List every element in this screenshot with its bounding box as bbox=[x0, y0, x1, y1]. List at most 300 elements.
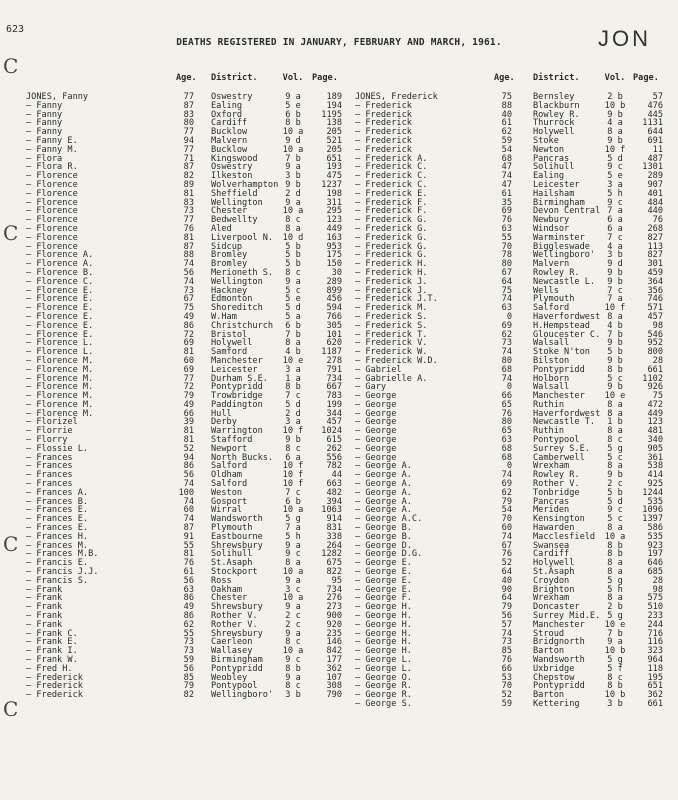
entry-name: — Florence L. bbox=[26, 338, 94, 349]
entry-vol: 10 e bbox=[604, 619, 626, 630]
entry-district: Newcastle T. bbox=[533, 417, 596, 428]
entry-vol: 10 e bbox=[604, 391, 626, 402]
entry-district: Rother V. bbox=[533, 479, 580, 490]
entry-district: Barton bbox=[533, 690, 565, 701]
entry-name: — Florence bbox=[26, 223, 78, 234]
entry-page: 651 bbox=[326, 153, 342, 164]
entry-age: 71 bbox=[183, 153, 194, 164]
entry-name: — George H. bbox=[355, 646, 412, 657]
entry-district: Bedwellty bbox=[211, 215, 258, 226]
entry-name: — George H. bbox=[355, 619, 412, 630]
entry-age: 52 bbox=[183, 443, 194, 454]
entry-district: Samford bbox=[211, 347, 248, 358]
entry-vol: 10 f bbox=[282, 470, 304, 481]
entry-district: Bristol bbox=[211, 329, 248, 340]
entry-district: Biggleswade bbox=[533, 241, 590, 252]
entry-page: 356 bbox=[647, 285, 663, 296]
entry-district: Wellington bbox=[211, 276, 263, 287]
entry-vol: 10 f bbox=[282, 479, 304, 490]
entry-vol: 9 a bbox=[285, 92, 301, 102]
entry-age: 87 bbox=[183, 162, 194, 173]
entry-vol: 3 a bbox=[285, 417, 301, 428]
entry-age: 62 bbox=[183, 619, 194, 630]
entry-name: — Frank bbox=[26, 611, 63, 622]
header-page: Page. bbox=[633, 73, 659, 83]
entry-vol: 5 d bbox=[285, 399, 301, 410]
entry-age: 77 bbox=[183, 215, 194, 226]
entry-age: 73 bbox=[183, 646, 194, 657]
entry-district: Leicester bbox=[211, 364, 258, 375]
entry-name: — Flora bbox=[26, 153, 63, 164]
entry-vol: 2 b bbox=[607, 92, 623, 102]
punch-hole-mark: C bbox=[3, 221, 19, 245]
entry-age: 83 bbox=[183, 197, 194, 208]
entry-age: 55 bbox=[501, 232, 512, 243]
entry-age: 68 bbox=[501, 153, 512, 164]
entry-vol: 9 b bbox=[607, 135, 623, 146]
entry-age: 62 bbox=[501, 329, 512, 340]
entry-page: 457 bbox=[647, 311, 663, 322]
entry-page: 790 bbox=[326, 690, 342, 701]
entry-age: 35 bbox=[501, 197, 512, 208]
entry-age: 56 bbox=[183, 575, 194, 586]
entry-name: — George A.C. bbox=[355, 514, 423, 525]
entry-age: 81 bbox=[183, 426, 194, 437]
entry-name: — Frances B. bbox=[26, 496, 89, 507]
entry-district: Hull bbox=[211, 408, 232, 419]
entry-age: 63 bbox=[501, 303, 512, 314]
entry-district: Ealing bbox=[533, 171, 565, 182]
entry-district: Croydon bbox=[533, 575, 570, 586]
entry-page: 472 bbox=[647, 399, 663, 410]
entry-district: Birmingham bbox=[211, 655, 263, 665]
punch-hole-mark: C bbox=[3, 697, 19, 721]
entry-age: 81 bbox=[183, 435, 194, 446]
entry-district: Hawarden bbox=[533, 523, 575, 534]
entry-page: 30 bbox=[331, 267, 342, 278]
entry-page: 289 bbox=[647, 171, 663, 182]
entry-district: Chester bbox=[211, 593, 248, 604]
entry-vol: 4 b bbox=[285, 347, 301, 358]
entry-name: — Florizel bbox=[26, 417, 78, 428]
entry-name: — Frances E. bbox=[26, 505, 89, 516]
entry-district: Manchester bbox=[533, 391, 585, 402]
entry-age: 74 bbox=[501, 347, 512, 358]
entry-age: 74 bbox=[501, 531, 512, 542]
entry-district: Stafford bbox=[211, 435, 253, 446]
entry-name: — Frederick S. bbox=[355, 320, 428, 331]
entry-age: 78 bbox=[501, 250, 512, 261]
entry-district: Durham S.E. bbox=[211, 373, 268, 384]
entry-page: 1244 bbox=[642, 487, 663, 498]
entry-page: 476 bbox=[647, 100, 663, 111]
entry-age: 69 bbox=[183, 364, 194, 375]
entry-name: — Frederick bbox=[26, 672, 83, 683]
entry-page: 661 bbox=[647, 698, 663, 709]
entry-page: 646 bbox=[647, 558, 663, 569]
entry-page: 907 bbox=[647, 179, 663, 190]
entry-name: — George S. bbox=[355, 698, 412, 709]
entry-vol: 7 b bbox=[285, 329, 301, 340]
entry-age: 82 bbox=[183, 171, 194, 182]
entry-name: — Florry bbox=[26, 435, 68, 446]
entry-age: 54 bbox=[501, 505, 512, 516]
entry-page: 276 bbox=[326, 593, 342, 604]
entry-vol: 5 h bbox=[607, 188, 623, 199]
entry-age: 77 bbox=[183, 127, 194, 138]
entry-age: 77 bbox=[183, 373, 194, 384]
entry-name: — Florence bbox=[26, 206, 78, 217]
entry-page: 457 bbox=[326, 417, 342, 428]
entry-age: 91 bbox=[183, 531, 194, 542]
entry-vol: 2 d bbox=[285, 188, 301, 199]
entry-age: 85 bbox=[183, 672, 194, 683]
entry-name: — Florence M. bbox=[26, 399, 94, 410]
entry-district: Stroud bbox=[533, 628, 565, 639]
entry-name: — Frank bbox=[26, 619, 63, 630]
entry-name: — Florence A. bbox=[26, 250, 94, 261]
entry-name: — Frank bbox=[26, 584, 63, 595]
entry-name: — George L. bbox=[355, 663, 412, 674]
entry-page: 1397 bbox=[642, 514, 663, 525]
entry-vol: 6 a bbox=[607, 215, 623, 226]
entry-age: 61 bbox=[501, 188, 512, 199]
entry-age: 47 bbox=[501, 162, 512, 173]
entry-district: Ruthin bbox=[533, 399, 565, 410]
entry-name: — Frederick H. bbox=[355, 267, 428, 278]
entry-name: — Florence B. bbox=[26, 267, 94, 278]
entry-district: North Bucks. bbox=[211, 452, 274, 463]
entry-district: Salford bbox=[533, 303, 570, 314]
page-number: 623 bbox=[6, 24, 25, 35]
entry-district: Wirral bbox=[211, 505, 243, 516]
entry-age: 76 bbox=[501, 549, 512, 560]
entry-vol: 5 d bbox=[285, 303, 301, 314]
entry-name: — George bbox=[355, 452, 397, 463]
entry-age: 100 bbox=[178, 487, 194, 498]
entry-name: JONES, Frederick bbox=[355, 92, 438, 102]
entry-page: 1102 bbox=[642, 373, 663, 384]
entry-district: Kingswood bbox=[211, 153, 258, 164]
entry-name: — George E. bbox=[355, 575, 412, 586]
entry-vol: 5 b bbox=[285, 250, 301, 261]
entry-page: 538 bbox=[647, 461, 663, 472]
entry-vol: 10 f bbox=[604, 144, 626, 155]
entry-name: — George F. bbox=[355, 593, 412, 604]
entry-district: Hackney bbox=[211, 285, 248, 296]
entry-vol: 7 c bbox=[607, 232, 623, 243]
entry-age: 69 bbox=[501, 320, 512, 331]
entry-name: — Florence L. bbox=[26, 347, 94, 358]
entry-district: Shrewsbury bbox=[211, 628, 263, 639]
entry-age: 86 bbox=[183, 461, 194, 472]
entry-vol: 8 a bbox=[607, 558, 623, 569]
entry-vol: 5 g bbox=[285, 514, 301, 525]
entry-vol: 9 b bbox=[607, 338, 623, 349]
entry-vol: 10 a bbox=[282, 505, 304, 516]
entry-vol: 9 b bbox=[607, 355, 623, 366]
entry-age: 83 bbox=[183, 109, 194, 120]
entry-name: — Francis S. bbox=[26, 575, 89, 586]
entry-district: Paddington bbox=[211, 399, 263, 410]
entry-page: 1195 bbox=[321, 109, 342, 120]
entry-district: Wells bbox=[533, 285, 559, 296]
entry-page: 556 bbox=[326, 452, 342, 463]
entry-name: — Florence E. bbox=[26, 303, 94, 314]
column-headers bbox=[26, 74, 344, 85]
entry-vol: 10 a bbox=[282, 127, 304, 138]
entry-district: Weston bbox=[211, 487, 243, 498]
entry-name: — George D.G. bbox=[355, 549, 423, 560]
entry-name: — George bbox=[355, 435, 397, 446]
entry-age: 63 bbox=[183, 584, 194, 595]
entry-vol: 9 c bbox=[607, 197, 623, 208]
entry-age: 54 bbox=[501, 144, 512, 155]
entry-district: Wallasey bbox=[211, 646, 253, 657]
entry-name: — George A. bbox=[355, 487, 412, 498]
entry-page: 484 bbox=[647, 197, 663, 208]
entry-age: 79 bbox=[501, 602, 512, 613]
entry-name: — Frederick A. bbox=[355, 153, 428, 164]
entry-vol: 8 c bbox=[607, 672, 623, 683]
entry-vol: 8 a bbox=[607, 311, 623, 322]
entry-age: 49 bbox=[183, 399, 194, 410]
entry-name: — Frederick J.T. bbox=[355, 294, 438, 305]
entry-vol: 10 a bbox=[282, 593, 304, 604]
entry-name: — Florence E. bbox=[26, 320, 94, 331]
entry-district: Salford bbox=[211, 461, 248, 472]
entry-district: Salford bbox=[211, 479, 248, 490]
entry-name: — Fanny bbox=[26, 118, 63, 129]
entry-page: 146 bbox=[326, 637, 342, 648]
entry-name: — Flora R. bbox=[26, 162, 78, 173]
entry-vol: 8 a bbox=[607, 593, 623, 604]
entry-name: — Frederick G. bbox=[355, 241, 428, 252]
entry-name: — Florence bbox=[26, 179, 78, 190]
entry-age: 81 bbox=[183, 347, 194, 358]
entry-name: — George B. bbox=[355, 523, 412, 534]
entry-name: — Frederick C. bbox=[355, 179, 428, 190]
entry-age: 49 bbox=[183, 311, 194, 322]
entry-page: 571 bbox=[647, 303, 663, 314]
entry-district: Pancras bbox=[533, 153, 570, 164]
entry-district: H.Hempstead bbox=[533, 320, 590, 331]
entry-page: 364 bbox=[647, 276, 663, 287]
entry-age: 65 bbox=[501, 399, 512, 410]
entry-vol: 7 b bbox=[285, 153, 301, 164]
entry-age: 80 bbox=[501, 259, 512, 270]
entry-vol: 5 g bbox=[607, 443, 623, 454]
entry-age: 74 bbox=[501, 628, 512, 639]
entry-district: Chester bbox=[211, 206, 248, 217]
entry-age: 66 bbox=[501, 391, 512, 402]
entry-age: 66 bbox=[183, 408, 194, 419]
entry-page: 952 bbox=[647, 338, 663, 349]
entry-name: — Frederick C. bbox=[355, 162, 428, 173]
entry-name: — Frederick bbox=[26, 690, 83, 701]
entry-age: 73 bbox=[183, 285, 194, 296]
entry-name: — Frederick S. bbox=[355, 311, 428, 322]
entry-age: 77 bbox=[183, 144, 194, 155]
entry-page: 301 bbox=[647, 259, 663, 270]
entry-name: — Frederick F. bbox=[355, 206, 428, 217]
entry-page: 746 bbox=[647, 294, 663, 305]
entry-vol: 9 a bbox=[285, 575, 301, 586]
entry-name: — Frederick J. bbox=[355, 285, 428, 296]
entry-district: Malvern bbox=[533, 259, 570, 270]
entry-vol: 8 b bbox=[607, 540, 623, 551]
entry-vol: 3 c bbox=[285, 584, 301, 595]
entry-district: Sidcup bbox=[211, 241, 243, 252]
entry-age: 80 bbox=[501, 417, 512, 428]
entry-vol: 10 a bbox=[282, 144, 304, 155]
entry-page: 278 bbox=[326, 355, 342, 366]
entry-vol: 6 b bbox=[285, 496, 301, 507]
entry-vol: 6 a bbox=[285, 452, 301, 463]
entry-vol: 9 a bbox=[285, 602, 301, 613]
entry-page: 791 bbox=[326, 364, 342, 375]
entry-page: 193 bbox=[326, 162, 342, 173]
entry-age: 79 bbox=[183, 391, 194, 402]
entry-name: — Florence M. bbox=[26, 408, 94, 419]
header-district: District. bbox=[211, 73, 258, 83]
entry-name: — Frederick W.D. bbox=[355, 355, 438, 366]
entry-vol: 8 c bbox=[607, 435, 623, 446]
entry-district: Wellington bbox=[211, 197, 263, 208]
entry-page: 905 bbox=[647, 443, 663, 454]
entry-age: 52 bbox=[501, 558, 512, 569]
entry-age: 56 bbox=[183, 663, 194, 674]
entry-district: Camberwell bbox=[533, 452, 585, 463]
entry-age: 86 bbox=[183, 320, 194, 331]
entry-page: 289 bbox=[326, 276, 342, 287]
entry-district: Wrexham bbox=[533, 461, 570, 472]
header-district: District. bbox=[533, 73, 580, 83]
entry-name: — Florence bbox=[26, 188, 78, 199]
entry-name: — Frances M.B. bbox=[26, 549, 99, 560]
entry-page: 449 bbox=[647, 408, 663, 419]
entry-name: — George A. bbox=[355, 479, 412, 490]
entry-name: — Florence bbox=[26, 215, 78, 226]
entry-name: — Frederick bbox=[355, 109, 412, 120]
entry-name: — Frederick F. bbox=[355, 197, 428, 208]
entry-name: — Florence bbox=[26, 232, 78, 243]
entry-district: Pontypool bbox=[533, 435, 580, 446]
entry-age: 0 bbox=[506, 461, 512, 472]
entry-page: 1131 bbox=[642, 118, 663, 129]
entry-vol: 10 a bbox=[282, 646, 304, 657]
entry-page: 920 bbox=[326, 619, 342, 630]
entry-age: 74 bbox=[183, 259, 194, 270]
entry-name: — Gary bbox=[355, 382, 387, 393]
entry-page: 445 bbox=[647, 109, 663, 120]
entry-page: 914 bbox=[326, 514, 342, 525]
entry-name: — George H. bbox=[355, 637, 412, 648]
entry-district: Bernsley bbox=[533, 92, 575, 102]
entry-district: Cardiff bbox=[211, 118, 248, 129]
entry-district: Pontypridd bbox=[211, 663, 263, 674]
entry-name: — Francis J.J. bbox=[26, 567, 99, 578]
entry-district: Surrey S.E. bbox=[533, 443, 590, 454]
entry-vol: 10 b bbox=[604, 690, 626, 701]
entry-page: 535 bbox=[647, 531, 663, 542]
entry-age: 74 bbox=[501, 294, 512, 305]
entry-page: 1187 bbox=[321, 347, 342, 358]
entry-page: 401 bbox=[647, 188, 663, 199]
entry-name: — George A. bbox=[355, 505, 412, 516]
entry-page: 98 bbox=[652, 584, 663, 595]
entry-district: Wellingboro' bbox=[211, 690, 274, 701]
entry-page: 177 bbox=[326, 655, 342, 665]
entry-vol: 10 b bbox=[604, 100, 626, 111]
entry-vol: 8 b bbox=[285, 663, 301, 674]
entry-district: Holborn bbox=[533, 373, 570, 384]
entry-age: 73 bbox=[183, 206, 194, 217]
entry-age: 79 bbox=[183, 681, 194, 692]
entry-name: — George O. bbox=[355, 672, 412, 683]
entry-age: 74 bbox=[183, 276, 194, 287]
entry-name: — Frank I. bbox=[26, 646, 78, 657]
entry-name: — Florence A. bbox=[26, 259, 94, 270]
punch-hole-mark: C bbox=[3, 54, 19, 78]
header-vol: Vol. bbox=[604, 73, 626, 83]
entry-page: 521 bbox=[326, 135, 342, 146]
entry-district: Gloucester C. bbox=[533, 329, 601, 340]
entry-vol: 5 d bbox=[607, 153, 623, 164]
entry-page: 189 bbox=[326, 92, 342, 102]
entry-vol: 7 a bbox=[607, 206, 623, 217]
entry-page: 197 bbox=[647, 549, 663, 560]
entry-vol: 5 h bbox=[607, 584, 623, 595]
entry-age: 40 bbox=[501, 575, 512, 586]
entry-page: 1096 bbox=[642, 505, 663, 516]
entry-page: 964 bbox=[647, 655, 663, 665]
entry-vol: 8 c bbox=[285, 215, 301, 226]
entry-page: 76 bbox=[652, 215, 663, 226]
entry-age: 60 bbox=[501, 523, 512, 534]
entry-page: 11 bbox=[652, 144, 663, 155]
entry-district: Solihull bbox=[211, 549, 253, 560]
entry-district: Ruthin bbox=[533, 426, 565, 437]
entry-age: 0 bbox=[506, 311, 512, 322]
header-age: Age. bbox=[494, 73, 515, 83]
entry-age: 68 bbox=[501, 452, 512, 463]
entry-vol: 9 b bbox=[607, 267, 623, 278]
entry-age: 87 bbox=[183, 523, 194, 534]
entry-page: 308 bbox=[326, 681, 342, 692]
entry-name: — George E. bbox=[355, 567, 412, 578]
entry-vol: 9 b bbox=[285, 435, 301, 446]
entry-name: — Florrie bbox=[26, 426, 73, 437]
entry-vol: 7 b bbox=[607, 628, 623, 639]
entry-district: Wandsworth bbox=[211, 514, 263, 525]
entry-page: 734 bbox=[326, 373, 342, 384]
entry-name: — Frederick bbox=[355, 135, 412, 146]
entry-page: 323 bbox=[647, 646, 663, 657]
entry-age: 64 bbox=[501, 593, 512, 604]
entry-vol: 10 b bbox=[604, 646, 626, 657]
entry-page: 546 bbox=[647, 329, 663, 340]
entry-vol: 4 a bbox=[607, 118, 623, 129]
entry-page: 900 bbox=[326, 611, 342, 622]
entry-page: 1301 bbox=[642, 162, 663, 173]
entry-vol: 10 f bbox=[282, 461, 304, 472]
entry-name: — Frederick M. bbox=[355, 303, 428, 314]
entry-page: 661 bbox=[647, 364, 663, 375]
entry-page: 98 bbox=[652, 320, 663, 331]
entry-age: 74 bbox=[183, 496, 194, 507]
entry-page: 644 bbox=[647, 127, 663, 138]
